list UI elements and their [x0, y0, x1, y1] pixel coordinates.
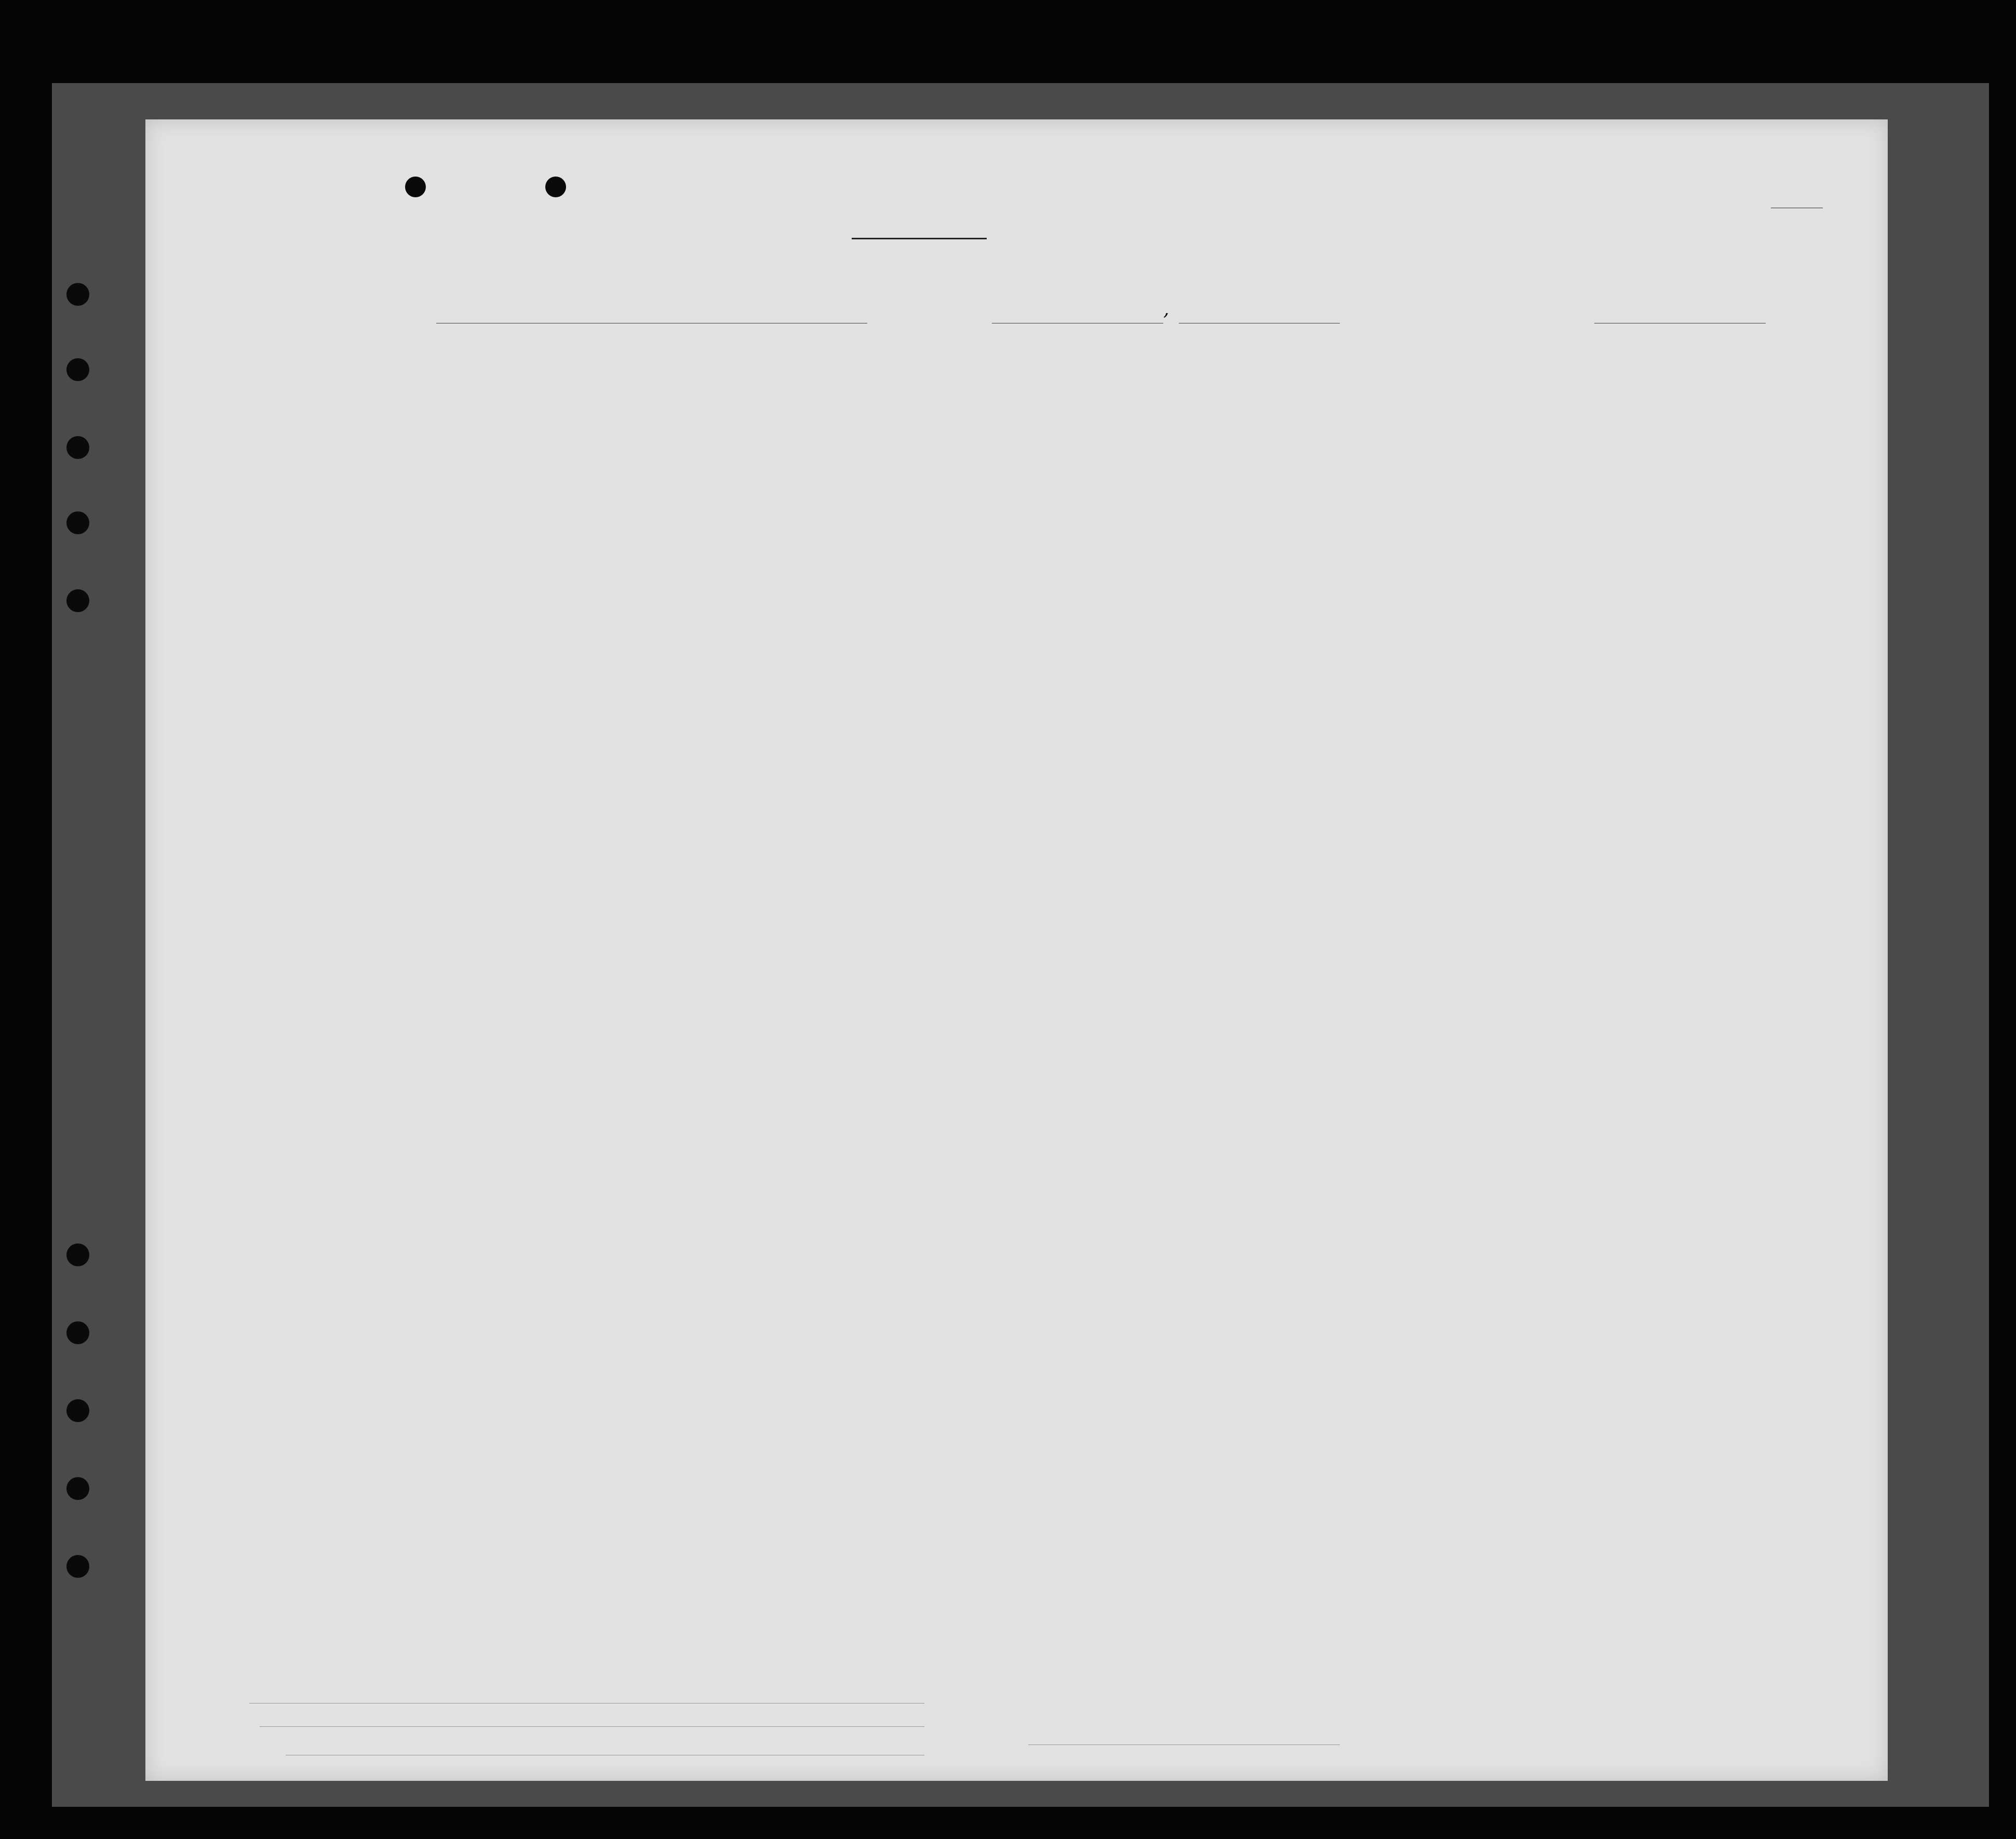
comma: , — [1163, 299, 1170, 320]
binder-hole — [66, 1555, 89, 1578]
title-rule — [852, 238, 987, 239]
check-marks — [197, 337, 1888, 1664]
binder-hole — [66, 436, 89, 459]
binder-hole — [66, 1243, 89, 1266]
manifest-sheet — [145, 119, 1888, 1781]
punch-hole — [545, 177, 566, 197]
binder-hole — [66, 1321, 89, 1344]
binder-hole — [66, 1399, 89, 1422]
owners-underline — [260, 1726, 924, 1727]
binder-hole — [66, 283, 89, 306]
binder-hole — [66, 358, 89, 381]
binder-hole — [66, 511, 89, 534]
punch-hole — [405, 177, 426, 197]
crew-table — [197, 337, 1888, 1664]
binder-hole — [66, 589, 89, 612]
binder-hole — [66, 1477, 89, 1500]
footer — [145, 1656, 1888, 1781]
